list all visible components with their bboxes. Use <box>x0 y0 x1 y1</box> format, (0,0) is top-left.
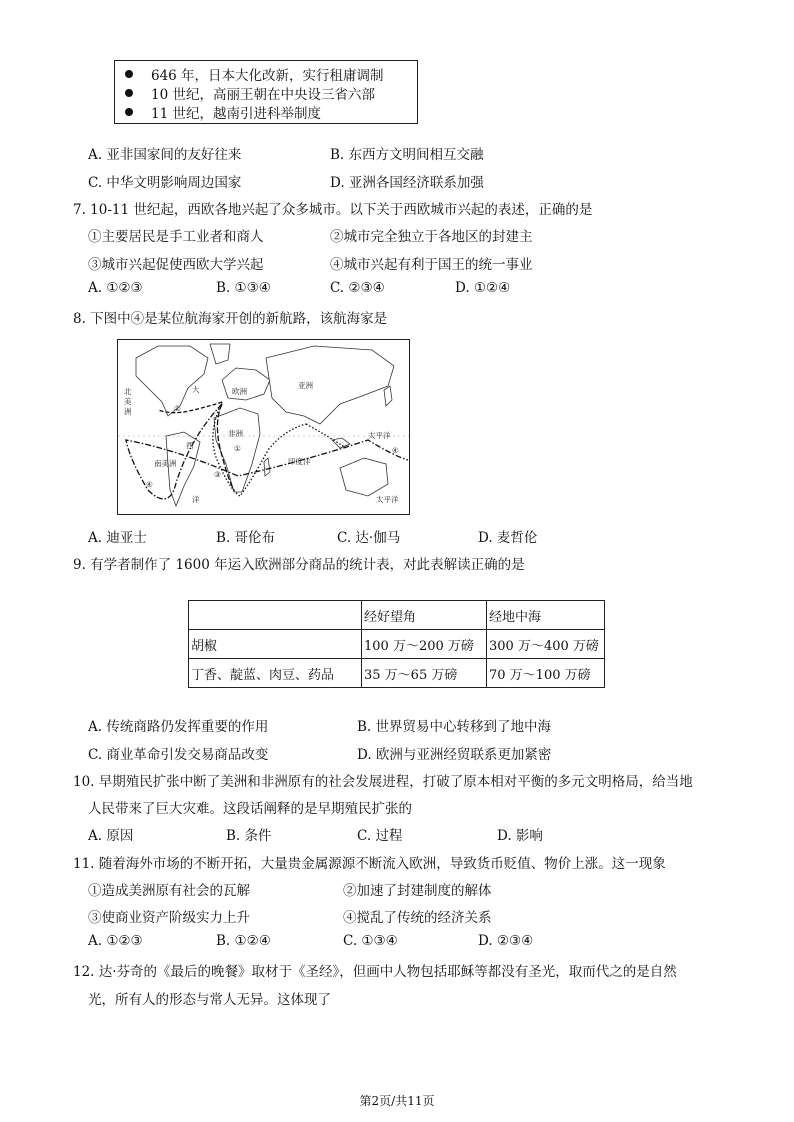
q11-option-a: A. ①②③ <box>88 933 143 949</box>
page-footer: 第2页/共11页 <box>359 1094 435 1108</box>
q11-item-1: ①造成美洲原有社会的瓦解 <box>88 883 250 899</box>
q6-option-a: A. 亚非国家间的友好往来 <box>88 147 242 163</box>
map-label-pacific: 太平洋 <box>368 431 391 440</box>
map-label-south-america: 南美洲 <box>154 459 177 468</box>
q6-option-d: D. 亚洲各国经济联系加强 <box>330 175 484 191</box>
map-route-1: ① <box>234 444 241 453</box>
table-header-cell: 经地中海 <box>487 601 605 630</box>
box-item: 646 年，日本大化改新，实行租庸调制 <box>125 65 384 83</box>
table-header-row <box>189 601 605 630</box>
map-label-na: 北 <box>124 387 132 396</box>
map-label-indian-ocean: 印度洋 <box>288 457 311 466</box>
q7-option-a: A. ①②③ <box>88 280 143 296</box>
map-label-pacific: 太平洋 <box>376 495 399 504</box>
map-route-4: ④ <box>392 446 399 455</box>
bullet-icon <box>125 89 133 97</box>
q12-stem-continued: 光，所有人的形态与常人无异。这体现了 <box>88 992 331 1008</box>
table-cell: 胡椒 <box>189 630 362 659</box>
map-label-africa: 非洲 <box>228 429 243 438</box>
q9-option-c: C. 商业革命引发交易商品改变 <box>88 747 269 763</box>
q10-option-a: A. 原因 <box>88 828 134 844</box>
table-row <box>189 659 605 688</box>
map-label-europe: 欧洲 <box>232 387 247 396</box>
info-box <box>114 60 418 124</box>
q7-item-2: ②城市完全独立于各地区的封建主 <box>330 229 533 245</box>
q7-item-4: ④城市兴起有利于国王的统一事业 <box>330 257 533 273</box>
q10-stem: 10. 早期殖民扩张中断了美洲和非洲原有的社会发展进程，打破了原本相对平衡的多元文明格局，给当地 <box>73 774 693 790</box>
map-label-na: 洲 <box>124 407 132 416</box>
map-route-4: ④ <box>146 480 153 489</box>
q10-option-d: D. 影响 <box>497 828 543 844</box>
q9-stem: 9. 有学者制作了 1600 年运入欧洲部分商品的统计表，对此表解读正确的是 <box>73 557 525 573</box>
world-map <box>117 339 410 515</box>
q10-option-c: C. 过程 <box>357 828 403 844</box>
map-label-atlantic: 西 <box>186 441 194 450</box>
table-cell: 100 万～200 万磅 <box>362 630 487 659</box>
q9-option-b: B. 世界贸易中心转移到了地中海 <box>357 719 552 735</box>
table-header-cell: 经好望角 <box>362 601 487 630</box>
table-cell: 35 万～65 万磅 <box>362 659 487 688</box>
table-cell: 70 万～100 万磅 <box>487 659 605 688</box>
q6-option-b: B. 东西方文明间相互交融 <box>330 147 484 163</box>
q10-option-b: B. 条件 <box>226 828 272 844</box>
q7-option-d: D. ①②④ <box>455 280 511 296</box>
map-label-na: 美 <box>124 397 132 406</box>
q11-item-4: ④搅乱了传统的经济关系 <box>343 910 492 926</box>
q11-option-b: B. ①②④ <box>216 933 271 949</box>
q11-option-c: C. ①③④ <box>343 933 398 949</box>
bullet-icon <box>125 108 133 116</box>
q11-stem: 11. 随着海外市场的不断开拓，大量贵金属源源不断流入欧洲，导致货币贬值、物价上涨。这一现象 <box>73 856 666 872</box>
map-route-3: ③ <box>214 470 221 479</box>
map-drawing <box>118 340 410 515</box>
q11-option-d: D. ②③④ <box>478 933 534 949</box>
q7-stem: 7. 10-11 世纪起，西欧各地兴起了众多城市。以下关于西欧城市兴起的表述，正确的是 <box>73 202 593 218</box>
map-label-atlantic: 洋 <box>192 495 200 504</box>
q8-stem: 8. 下图中④是某位航海家开创的新航路，该航海家是 <box>73 311 388 327</box>
table-header-cell <box>189 601 362 630</box>
q8-option-b: B. 哥伦布 <box>216 530 276 546</box>
q7-option-c: C. ②③④ <box>330 280 385 296</box>
q12-stem: 12. 达·芬奇的《最后的晚餐》取材于《圣经》，但画中人物包括耶稣等都没有圣光，取而代之的是自然 <box>73 964 677 980</box>
statistics-table <box>188 600 605 688</box>
q6-option-c: C. 中华文明影响周边国家 <box>88 175 242 191</box>
box-item: 11 世纪，越南引进科举制度 <box>125 103 321 121</box>
q8-option-d: D. 麦哲伦 <box>478 530 538 546</box>
map-label-asia: 亚洲 <box>298 381 313 390</box>
map-label-atlantic: 大 <box>192 385 200 394</box>
q7-item-1: ①主要居民是手工业者和商人 <box>88 229 264 245</box>
table-cell: 300 万～400 万磅 <box>487 630 605 659</box>
q7-item-3: ③城市兴起促使西欧大学兴起 <box>88 257 264 273</box>
q8-option-c: C. 达·伽马 <box>337 530 401 546</box>
map-route-2: ② <box>174 404 181 413</box>
q9-option-d: D. 欧洲与亚洲经贸联系更加紧密 <box>357 747 552 763</box>
q10-stem-continued: 人民带来了巨大灾难。这段话阐释的是早期殖民扩张的 <box>88 801 412 817</box>
q8-option-a: A. 迪亚士 <box>88 530 147 546</box>
bullet-icon <box>125 70 133 78</box>
q11-item-2: ②加速了封建制度的解体 <box>343 883 492 899</box>
q7-option-b: B. ①③④ <box>216 280 271 296</box>
table-row <box>189 630 605 659</box>
box-item: 10 世纪，高丽王朝在中央设三省六部 <box>125 84 375 102</box>
table-cell: 丁香、靛蓝、肉豆、药品 <box>189 659 362 688</box>
q9-option-a: A. 传统商路仍发挥重要的作用 <box>88 719 269 735</box>
q11-item-3: ③使商业资产阶级实力上升 <box>88 910 250 926</box>
